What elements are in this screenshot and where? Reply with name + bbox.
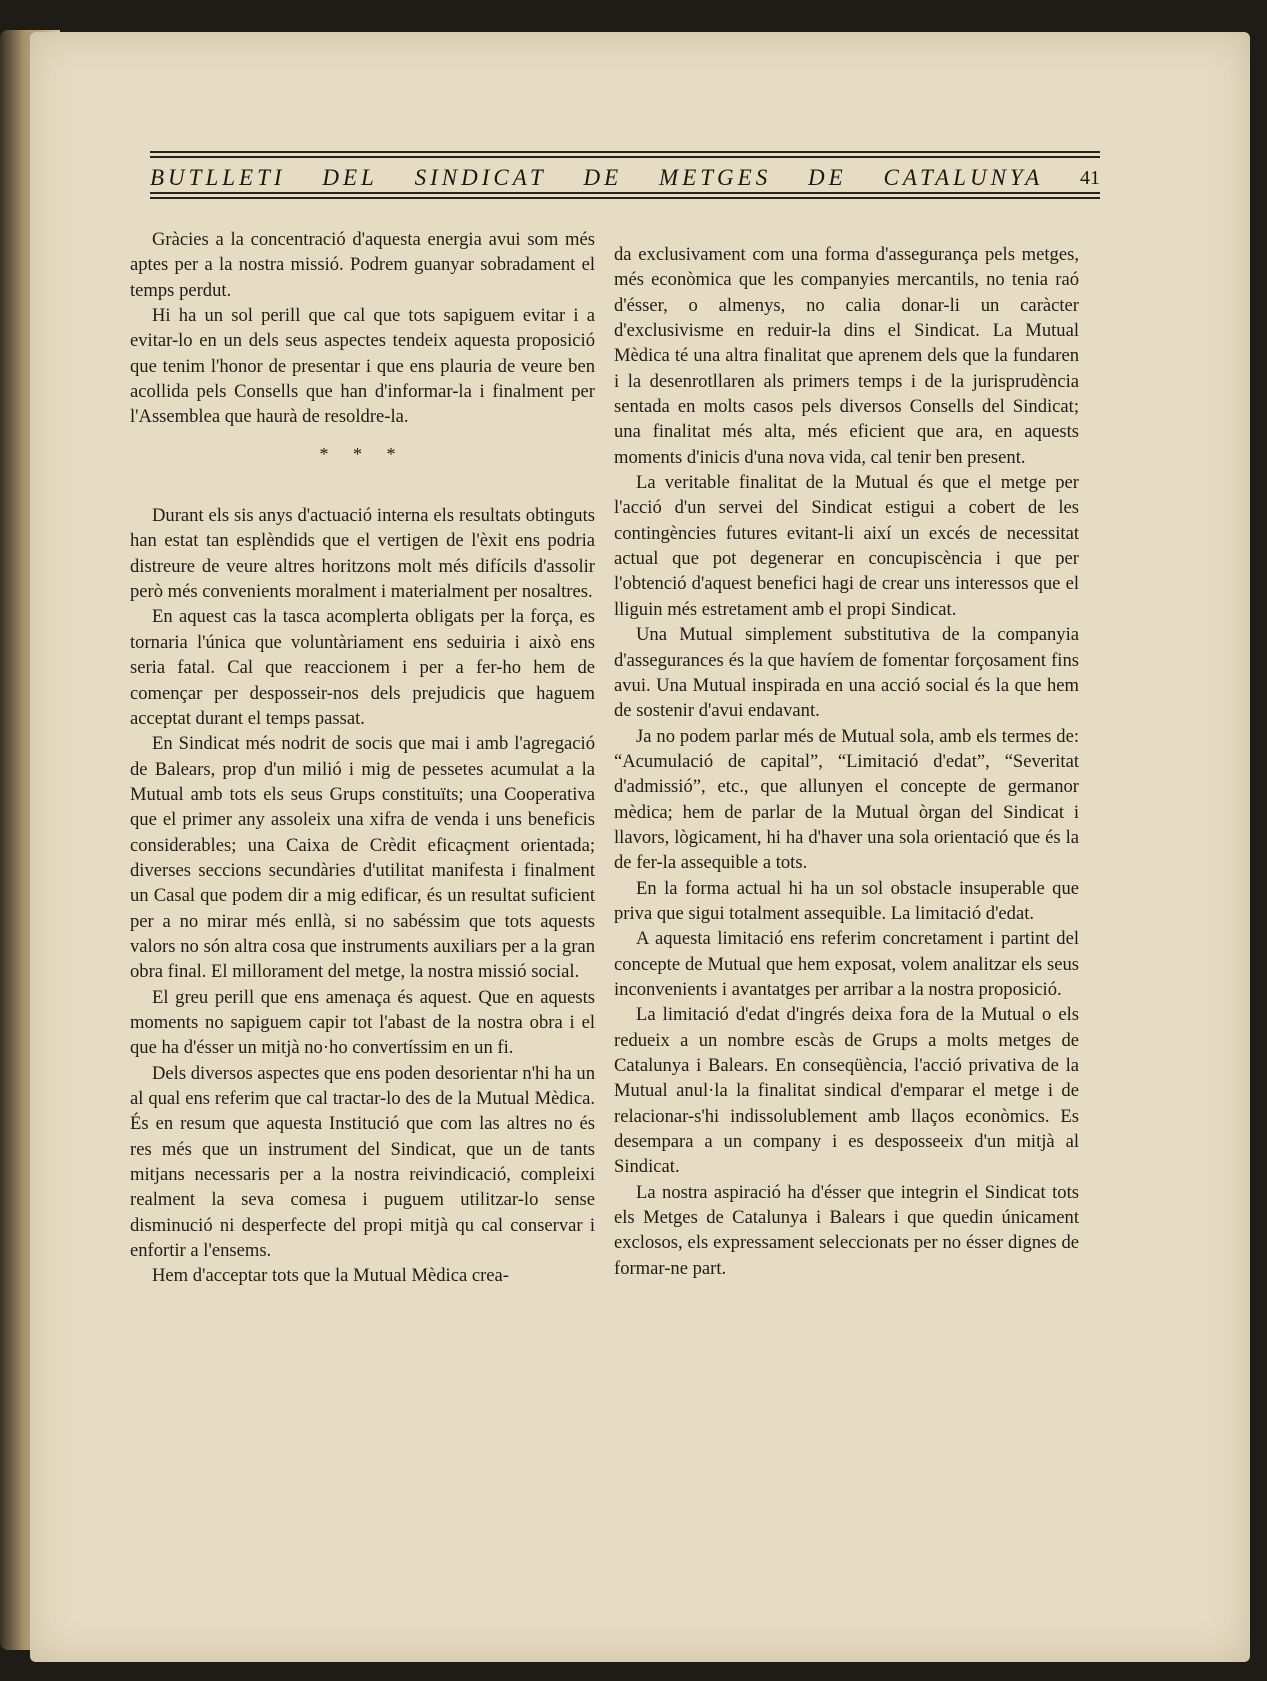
header-rule-bottom [150, 192, 1100, 194]
paragraph: La nostra aspiració ha d'ésser que integrin el Sindicat tots els Metges de Catalunya i Balears i que quedin únicament exclosos, els expressament seleccionats per no ésser dignes de formar-ne part. [614, 1181, 1079, 1279]
title-word: SINDICAT [414, 165, 547, 190]
paragraph: Durant els sis anys d'actuació interna els resultats obtinguts han estat tan esplèndids que el vertigen de l'èxit ens podria distreure de veure altres horitzons molt més difícils d'assolir però més convenients moralment i materialment per nosaltres. [130, 505, 595, 603]
journal-title [150, 164, 1100, 192]
paragraph: da exclusivament com una forma d'assegurança pels metges, més econòmica que les companyies mercantils, no tenia raó d'ésser, o almenys, no calia donar-li un caràcter d'exclusivisme en reduir-la dins el Sindicat. La Mutual Mèdica té una altra finalitat que aprenem dels que la fundaren i la desenrotllaren als primers temps i de la jurisprudència sentada en molts casos pels diversos Consells del Sindicat; una finalitat més alta, més eficient que ara, en aquests moments d'inicis d'una nova vida, cal tenir ben present. [614, 244, 1079, 468]
paragraph: Hi ha un sol perill que cal que tots sapiguem evitar i a evitar-lo en un dels seus aspectes tendeix aquesta proposició que tenim l'honor de presentar i que ens plauria de veure ben acollida pels Consells que han d'informar-la i finalment per l'Assemblea que haurà de resoldre-la. [130, 305, 595, 428]
paragraph: Dels diversos aspectes que ens poden desorientar n'hi ha un al qual ens referim que cal tractar-lo des de la Mutual Mèdica. És en resum que aquesta Institució que com las altres no és res més que un instrument del Sindicat, que un de tants mitjans necessaris per a la nostra reivindicació, compleixi realment la seva comesa i puguem utilitzar-lo sense disminució ni desperfecte del propi mitjà qu cal conservar i enfortir a l'ensems. [130, 1062, 595, 1262]
page-number: 41 [1079, 166, 1100, 189]
title-word: DEL [322, 165, 378, 190]
paragraph: A aquesta limitació ens referim concretament i partint del concepte de Mutual que hem exposat, volem analitzar els seus inconvenients i avantatges per arribar a la nostra proposició. [614, 928, 1079, 1000]
paragraph: La veritable finalitat de la Mutual és que el metge per l'acció d'un servei del Sindicat estigui a cobert de les contingències futures evitant-li així un excés de necessitat actual que pot degenerar en concupiscència i que per l'obtenció d'aquest benefici hagi de crear uns interessos que el lliguin més estretament amb el propi Sindicat. [614, 472, 1079, 620]
running-header [150, 114, 1100, 204]
paragraph: En la forma actual hi ha un sol obstacle insuperable que priva que sigui totalment assequible. La limitació d'edat. [614, 877, 1079, 924]
right-column [614, 242, 1079, 1281]
paragraph: Ja no podem parlar més de Mutual sola, amb els termes de: “Acumulació de capital”, “Limitació d'edat”, “Severitat d'admissió”, etc., que allunyen el concepte de germanor mèdica; hem de parlar de la Mutual òrgan del Sindicat i llavors, lògicament, hi ha d'haver una sola orientació que és la de fer-la assequible a tots. [614, 725, 1079, 874]
section-separator: * * * [319, 443, 406, 464]
paragraph: El greu perill que ens amenaça és aquest. Que en aquests moments no sapiguem capir tot l'abast de la nostra obra i el que ha d'ésser un mitjà no·ho convertíssim en un fi. [130, 986, 595, 1059]
paragraph: Hem d'acceptar tots que la Mutual Mèdica crea- [152, 1265, 509, 1287]
title-word: BUTLLETI [150, 165, 286, 190]
header-rule-top-2 [150, 156, 1100, 158]
paragraph: Gràcies a la concentració d'aquesta energia avui som més aptes per a la nostra missió. Podrem guanyar sobradament el temps perdut. [130, 229, 595, 301]
paragraph: En Sindicat més nodrit de socis que mai i amb l'agregació de Balears, prop d'un milió i mig de pessetes acumulat a la Mutual amb tots els seus Grups constituïts; una Cooperativa que el primer any assoleix una xifra de venda i uns beneficis considerables; una Caixa de Crèdit eficaçment orientada; diverses seccions secundàries d'utilitat manifesta i finalment un Casal que podem dir a mig edificar, és un resultat suficient per a no mirar més enllà, si no sabéssim que tots aquests valors no són altra cosa que instruments auxiliars per a la gran obra final. El millorament del metge, la nostra missió social. [130, 733, 595, 983]
paragraph: En aquest cas la tasca acomplerta obligats per la força, es tornaria l'única que voluntàriament ens seduiria i això ens seria fatal. Cal que reaccionem i per a fer-ho hem de començar per desposseir-nos dels prejudicis que haguem acceptat durant el temps passat. [130, 606, 595, 729]
title-word: CATALUNYA [883, 165, 1044, 190]
paragraph: Una Mutual simplement substitutiva de la companyia d'assegurances és la que havíem de fomentar forçosament fins avui. Una Mutual inspirada en una acció social és la que hem de sostenir d'avui endavant. [614, 624, 1079, 722]
title-word: DE [808, 165, 847, 190]
title-word: METGES [659, 165, 772, 190]
document-page [30, 32, 1250, 1662]
paragraph: La limitació d'edat d'ingrés deixa fora de la Mutual o els redueix a un nombre escàs de Grups a molts metges de Catalunya i Balears. En conseqüència, l'acció privativa de la Mutual anul·la la finalitat sindical d'emparar el metge i de relacionar-s'hi indissolublement amb llaços econòmics. Es desempara a un company i es desposseeix d'un mitjà al Sindicat. [614, 1004, 1079, 1178]
title-word: DE [583, 165, 623, 190]
header-rule-top [150, 151, 1100, 153]
header-rule-bottom-2 [150, 197, 1100, 199]
left-column [130, 227, 595, 1289]
